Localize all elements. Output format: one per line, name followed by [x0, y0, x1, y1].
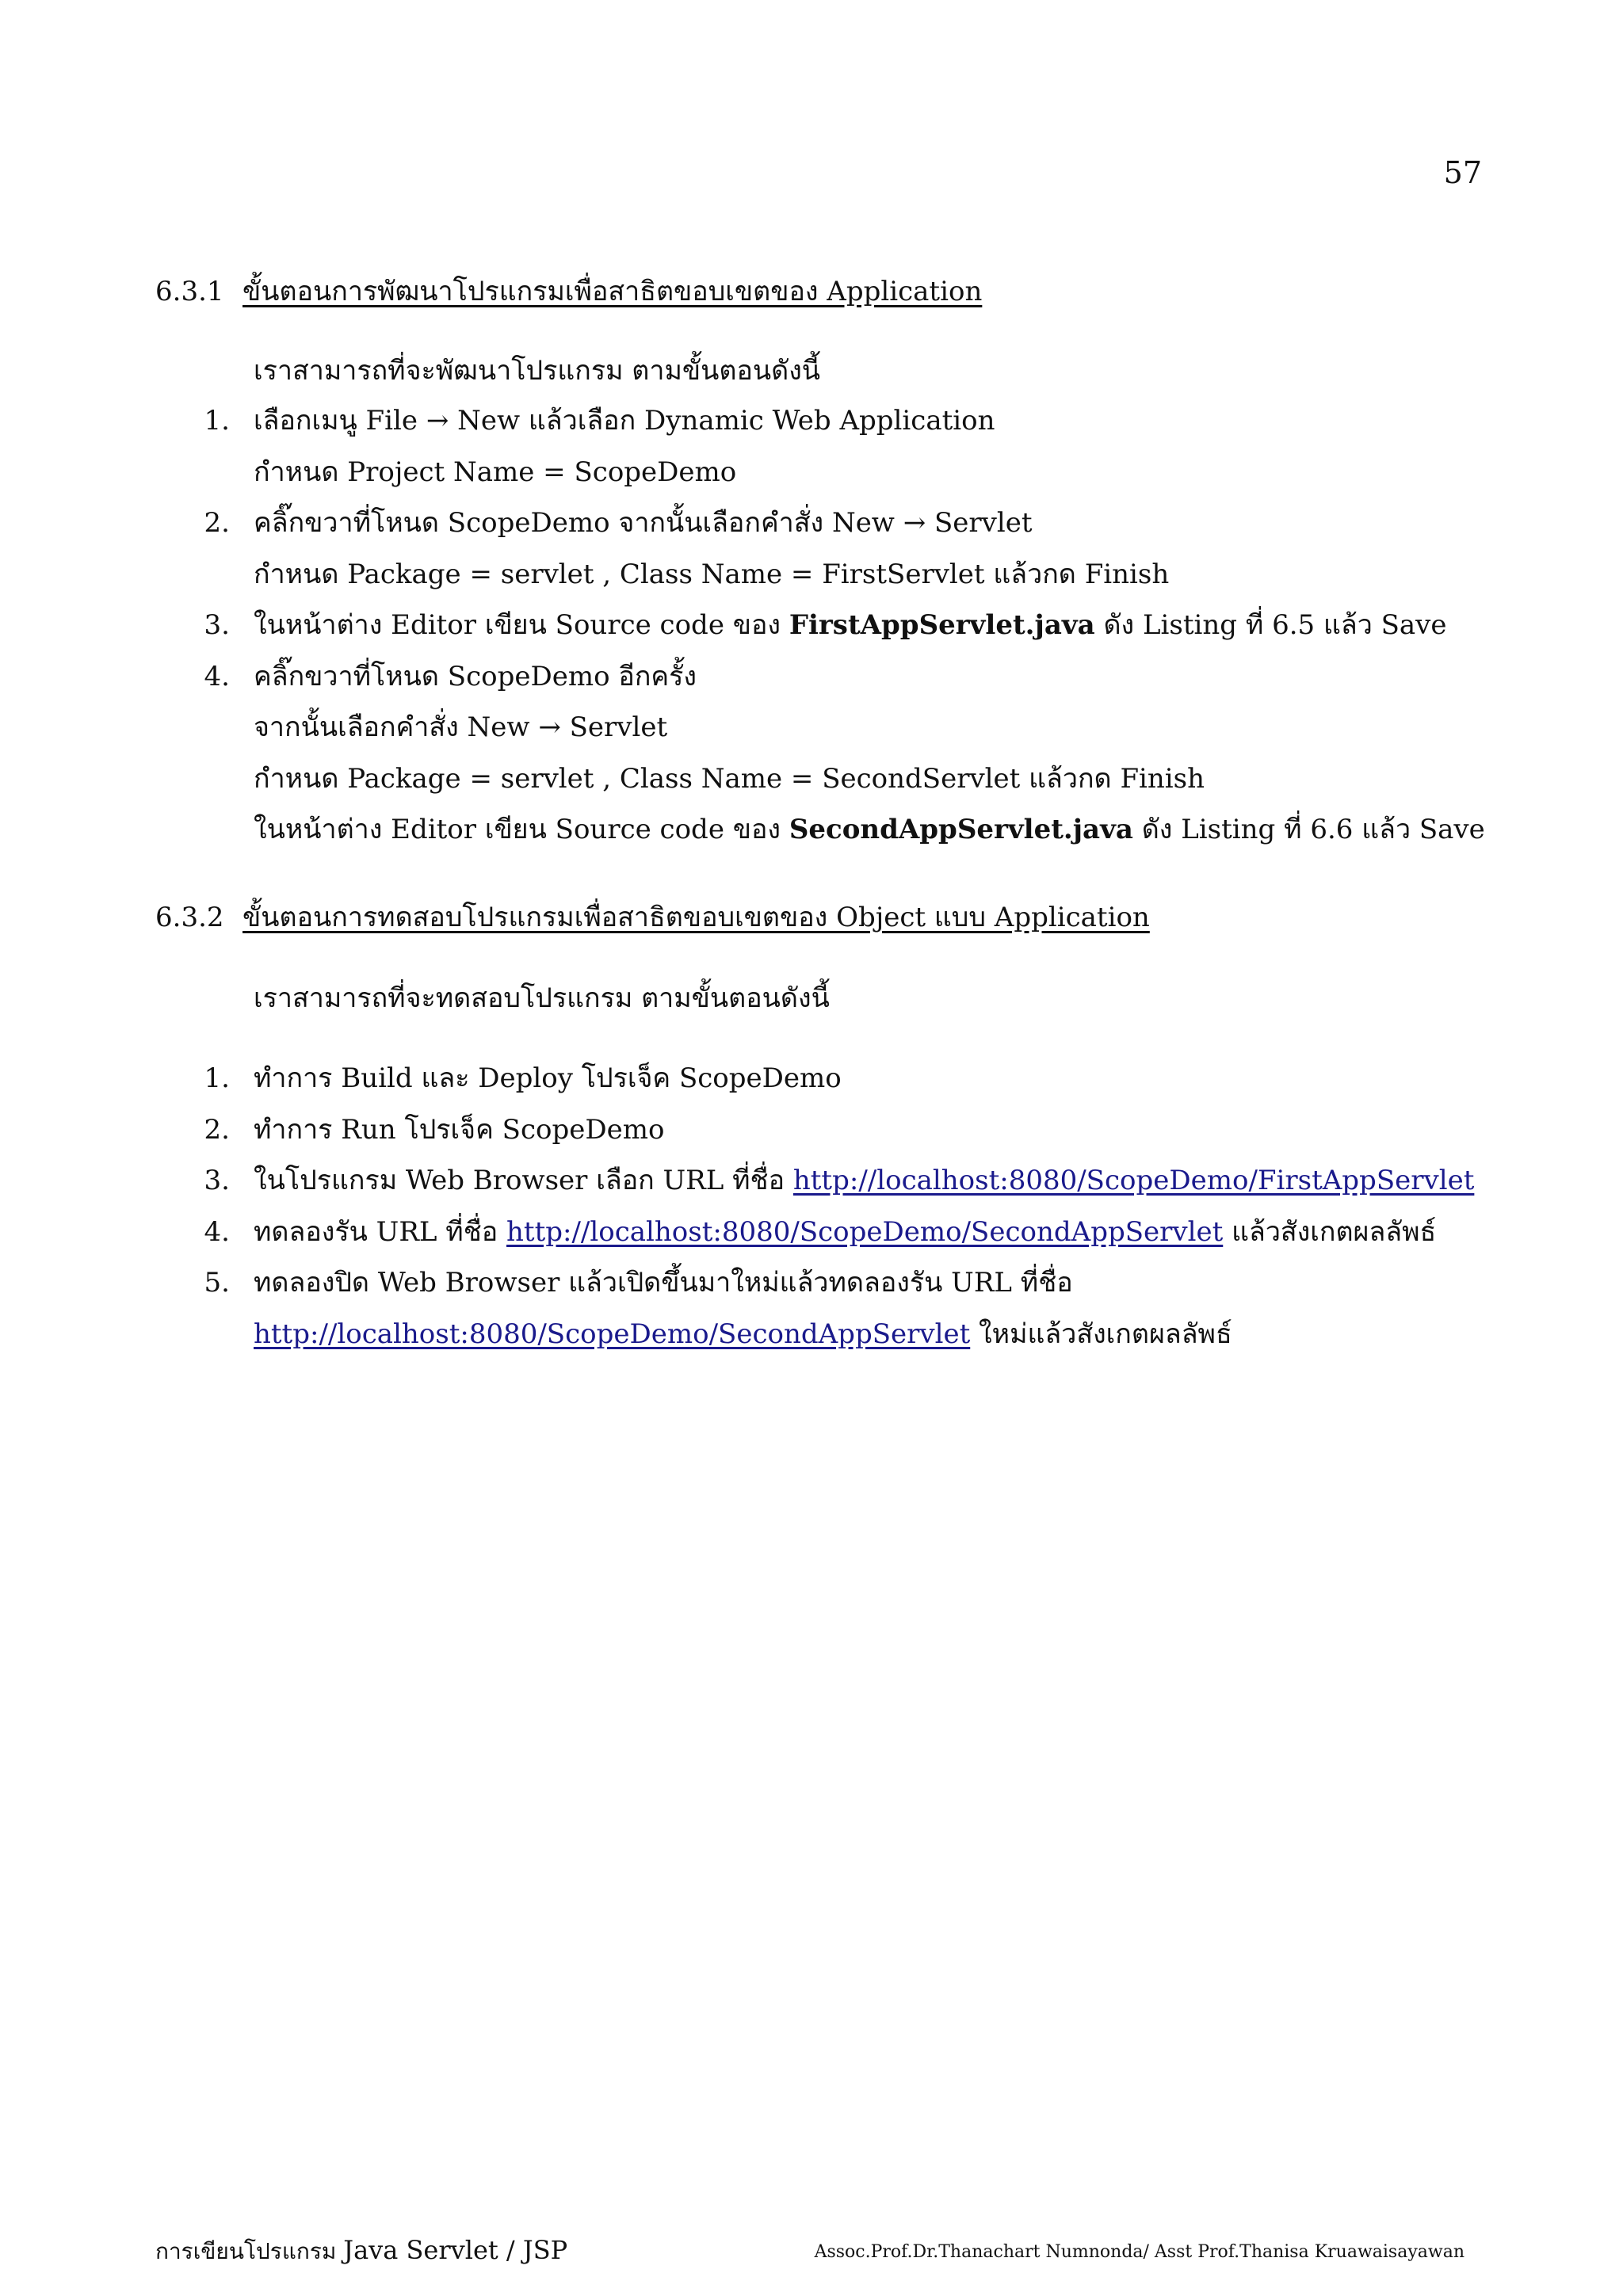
- step-text: ทดลองรัน URL ที่ชื่อ http://localhost:8080/ScopeDemo/SecondAppServlet แล้วสังเกตผลลัพธ์: [254, 1215, 1437, 1248]
- step-number: 3.: [204, 609, 230, 641]
- section-heading-6-3-1: [155, 269, 982, 312]
- step-number: 4.: [204, 660, 230, 692]
- step-text: ทำการ Run โปรเจ็ค ScopeDemo: [254, 1113, 665, 1146]
- footer-thai-title: การเขียนโปรแกรม: [155, 2238, 337, 2264]
- step-text: http://localhost:8080/ScopeDemo/SecondAppServlet ใหม่แล้วสังเกตผลลัพธ์: [254, 1318, 1232, 1350]
- step-text: คลิ๊กขวาที่โหนด ScopeDemo อีกครั้ง: [254, 660, 697, 692]
- footer-authors: Assoc.Prof.Dr.Thanachart Numnonda/ Asst Prof.Thanisa Kruawaisayawan: [814, 2242, 1465, 2262]
- step-text: กำหนด Project Name = ScopeDemo: [254, 456, 737, 488]
- step-text: กำหนด Package = servlet , Class Name = SecondServlet แล้วกด Finish: [254, 762, 1205, 795]
- step-number: 4.: [204, 1215, 230, 1248]
- url-link[interactable]: http://localhost:8080/ScopeDemo/SecondAppServlet: [506, 1215, 1224, 1248]
- section-number: 6.3.2: [155, 902, 224, 933]
- step-number: 3.: [204, 1165, 230, 1196]
- step-text: ในโปรแกรม Web Browser เลือก URL ที่ชื่อ http://localhost:8080/ScopeDemo/FirstAppServlet: [254, 1165, 1475, 1196]
- step-number: 2.: [204, 1113, 230, 1146]
- url-link[interactable]: http://localhost:8080/ScopeDemo/FirstAppServlet: [792, 1165, 1475, 1196]
- section-intro: เราสามารถที่จะพัฒนาโปรแกรม ตามขั้นตอนดังนี้: [254, 355, 821, 387]
- filename-bold: FirstAppServlet.java: [789, 609, 1095, 641]
- step-text: เลือกเมนู File → New แล้วเลือก Dynamic Web Application: [254, 405, 995, 437]
- step-text: ทดลองปิด Web Browser แล้วเปิดขึ้นมาใหม่แล้วทดลองรัน URL ที่ชื่อ: [254, 1267, 1073, 1299]
- step-number: 1.: [204, 405, 230, 437]
- step-text: จากนั้นเลือกคำสั่ง New → Servlet: [254, 711, 668, 743]
- footer-course-title: Java Servlet / JSP: [343, 2235, 568, 2265]
- step-number: 1.: [204, 1062, 230, 1094]
- step-text: คลิ๊กขวาที่โหนด ScopeDemo จากนั้นเลือกคำสั่ง New → Servlet: [254, 507, 1033, 539]
- url-link[interactable]: http://localhost:8080/ScopeDemo/SecondAppServlet: [254, 1318, 971, 1350]
- step-text: ทำการ Build และ Deploy โปรเจ็ค ScopeDemo: [254, 1062, 842, 1094]
- step-number: 5.: [204, 1267, 230, 1299]
- step-text: กำหนด Package = servlet , Class Name = FirstServlet แล้วกด Finish: [254, 558, 1170, 590]
- section-title: ขั้นตอนการพัฒนาโปรแกรมเพื่อสาธิตขอบเขตของ Application: [242, 276, 983, 307]
- section-number: 6.3.1: [155, 276, 224, 307]
- step-text: ในหน้าต่าง Editor เขียน Source code ของ FirstAppServlet.java ดัง Listing ที่ 6.5 แล้ว Save: [254, 609, 1447, 641]
- page-number: 57: [1443, 155, 1482, 190]
- section-title: ขั้นตอนการทดสอบโปรแกรมเพื่อสาธิตขอบเขตของ Object แบบ Application: [242, 902, 1150, 933]
- filename-bold: SecondAppServlet.java: [789, 814, 1133, 845]
- step-text: ในหน้าต่าง Editor เขียน Source code ของ SecondAppServlet.java ดัง Listing ที่ 6.6 แล้ว Save: [254, 814, 1485, 845]
- step-number: 2.: [204, 507, 230, 539]
- section-intro: เราสามารถที่จะทดสอบโปรแกรม ตามขั้นตอนดังนี้: [254, 982, 830, 1014]
- section-heading-6-3-2: [155, 895, 1150, 938]
- footer-left: [155, 2234, 567, 2269]
